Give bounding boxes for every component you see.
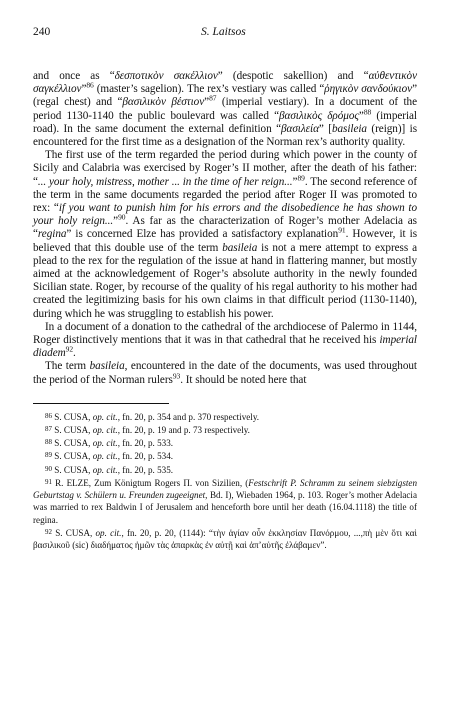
- running-head: S. Laitsos: [201, 26, 246, 38]
- italic-text: regina: [37, 228, 67, 241]
- text-run: ” is concerned Elze has provided a satisfactory explanation: [66, 228, 339, 241]
- text-run: ”: [292, 175, 298, 188]
- text-run: is not a mere attempt to express a plead to the rex for the regulation of the issue at hand in flattering manner, but mostly aimed at the acknowledgement of Roger’s absolute authority in the newly founded Sicilian state. Roger, by recourse of the quality of his regal authority to his mother had created the legitimizing basis for his own claims in that difficult period (1130-1140), during which he was struggling to establish his power.: [33, 241, 417, 320]
- italic-text: op. cit.: [92, 451, 118, 462]
- text-run: , fn. 20, p. 19 and p. 73 respectively.: [117, 425, 250, 436]
- italic-text: basileia: [222, 241, 258, 254]
- italic-text: op. cit.: [92, 411, 118, 422]
- text-run: (reign)] is encountered for the first time as a designation of the Norman rex’s authority quality.: [33, 122, 418, 149]
- footnote: [33, 423, 417, 436]
- text-run: The first use of the term regarded the period during which power in the county of Sicily and Calabria was exercised by Roger’s II mother, after the death of his father: “: [33, 149, 417, 188]
- text-run: (imperial vestiary). In a document of the period 1130-1140 the public boulevard was called “: [33, 96, 417, 122]
- text-run: ” [: [318, 122, 332, 135]
- italic-text: Festschrift P. Schramm zu seinem siebzigsten Geburtstag v. Schülern u. Freunden zugeeignet: [33, 477, 417, 501]
- text-run: , fn. 20, p. 535.: [117, 464, 174, 475]
- text-run: ” (despotic sakellion) and “: [217, 70, 369, 82]
- text-run: ”: [113, 215, 119, 228]
- footnote: [33, 410, 417, 423]
- footnote-ref: 91: [338, 225, 346, 235]
- italic-text: ῥηγικὸν σανδούκιον: [324, 83, 413, 96]
- italic-text: βασιλικὸς δρόμος: [278, 109, 359, 122]
- text-run: . It should be noted here that: [180, 373, 307, 386]
- italic-text: αὐθεντικὸν σαγκέλλιον: [33, 70, 417, 96]
- footnote-ref: 88: [363, 106, 372, 116]
- footnote: [33, 463, 417, 476]
- footnote-ref: 92: [65, 344, 74, 354]
- text-run: ”: [204, 96, 210, 109]
- text-run: , fn. 20, p. 534.: [117, 451, 174, 462]
- text-run: S. CUSA,: [52, 464, 93, 475]
- italic-text: op. cit.: [92, 438, 118, 449]
- text-run: . However, it is believed that this double use of the term: [33, 228, 418, 254]
- text-run: .: [73, 347, 76, 360]
- text-run: The term: [45, 360, 90, 373]
- text-run: , encountered in the date of the documents, was used throughout the period of the Norman rulers: [33, 360, 417, 386]
- text-run: , fn. 20, p. 20, (1144): “τὴν ἁγίαν οὖν ἐκκλησίαν Πανόρμου, ...,πὴ μὲν ὅτι καὶ βασιλικοῦ (sic) διαδήματος ἡμῶν τὰς ἀπαρκὰς ἐν αὐτῇ καὶ ἀπ’αὐτῆς ἐλάβαμεν”.: [33, 527, 417, 550]
- footnote-number: 86: [45, 411, 52, 420]
- text-run: (master’s sagelion). The rex’s vestiary was called “: [93, 83, 325, 96]
- footnote-number: 90: [45, 464, 52, 473]
- footnotes: [33, 410, 417, 551]
- text-run: S. CUSA,: [52, 438, 93, 449]
- italic-text: imperial diadem: [33, 334, 417, 360]
- italic-text: if you want to punish him for his errors and the disobedience he has shown to your holy reign...: [33, 202, 417, 228]
- italic-text: op. cit.: [92, 464, 118, 475]
- footnote: [33, 436, 417, 449]
- footnote-number: 88: [45, 438, 52, 447]
- page-number: 240: [33, 26, 51, 38]
- text-run: ” (regal chest) and “: [33, 83, 417, 109]
- footnote-number: 91: [45, 477, 52, 486]
- footnote-number: 89: [45, 451, 52, 460]
- body-text: [33, 70, 417, 387]
- text-run: S. CUSA,: [52, 411, 93, 422]
- text-run: (imperial road). In the same document the external definition “: [33, 109, 417, 135]
- footnote-ref: 86: [86, 80, 94, 90]
- text-run: In a document of a donation to the cathedral of the archdiocese of Palermo in 1144, Roger distinctively mentions that it was in that cathedral that he received his: [33, 320, 417, 347]
- text-run: , Bd. I), Wiebaden 1964, p. 103. Roger’s mother Adelacia was married to rex Baldwin I of Jerusalem and henceforth bore until her death (16.04.1118) the title of regina.: [33, 490, 417, 525]
- footnote-number: 87: [45, 425, 52, 434]
- paragraph: [33, 149, 417, 321]
- text-run: S. CUSA,: [52, 527, 96, 538]
- footnote-ref: 93: [172, 370, 181, 380]
- footnote-separator: [33, 403, 169, 404]
- italic-text: op. cit.: [92, 425, 118, 436]
- text-run: , fn. 20, p. 533.: [117, 438, 174, 449]
- italic-text: basileia: [89, 360, 125, 373]
- italic-text: basileia: [331, 122, 367, 135]
- footnote-number: 92: [45, 527, 52, 536]
- paragraph: [33, 70, 417, 149]
- text-run: and once as “: [33, 70, 115, 82]
- text-run: ”: [358, 109, 364, 122]
- italic-text: βασιλικὸν βέστιον: [122, 96, 205, 109]
- italic-text: βασιλεία: [281, 122, 319, 135]
- footnote-ref: 87: [209, 93, 217, 103]
- text-run: . As far as the characterization of Roger’s mother Adelacia as “: [33, 215, 417, 241]
- paragraph: [33, 321, 417, 361]
- document-page: [33, 26, 417, 551]
- paragraph: [33, 360, 417, 386]
- text-run: ”: [81, 83, 87, 96]
- footnote-ref: 90: [118, 212, 126, 222]
- text-run: S. CUSA,: [52, 425, 93, 436]
- text-run: R. ELZE, Zum Königtum Rogers Π. von Sizilien, (: [52, 477, 249, 488]
- text-run: S. CUSA,: [52, 451, 93, 462]
- page-header: [33, 26, 417, 44]
- footnote: [33, 476, 417, 526]
- italic-text: op. cit.: [95, 527, 122, 538]
- italic-text: ... your holy, mistress, mother ... in the time of her reign...: [37, 175, 293, 188]
- text-run: . The second reference of the term in the same documents regarded the period after Roger II was promoted to rex: “: [33, 175, 417, 215]
- footnote: [33, 449, 417, 462]
- footnote: [33, 526, 417, 551]
- italic-text: δεσποτικὸν σακέλλιον: [114, 70, 218, 82]
- text-run: , fn. 20, p. 354 and p. 370 respectively.: [117, 411, 260, 422]
- footnote-ref: 89: [297, 172, 305, 182]
